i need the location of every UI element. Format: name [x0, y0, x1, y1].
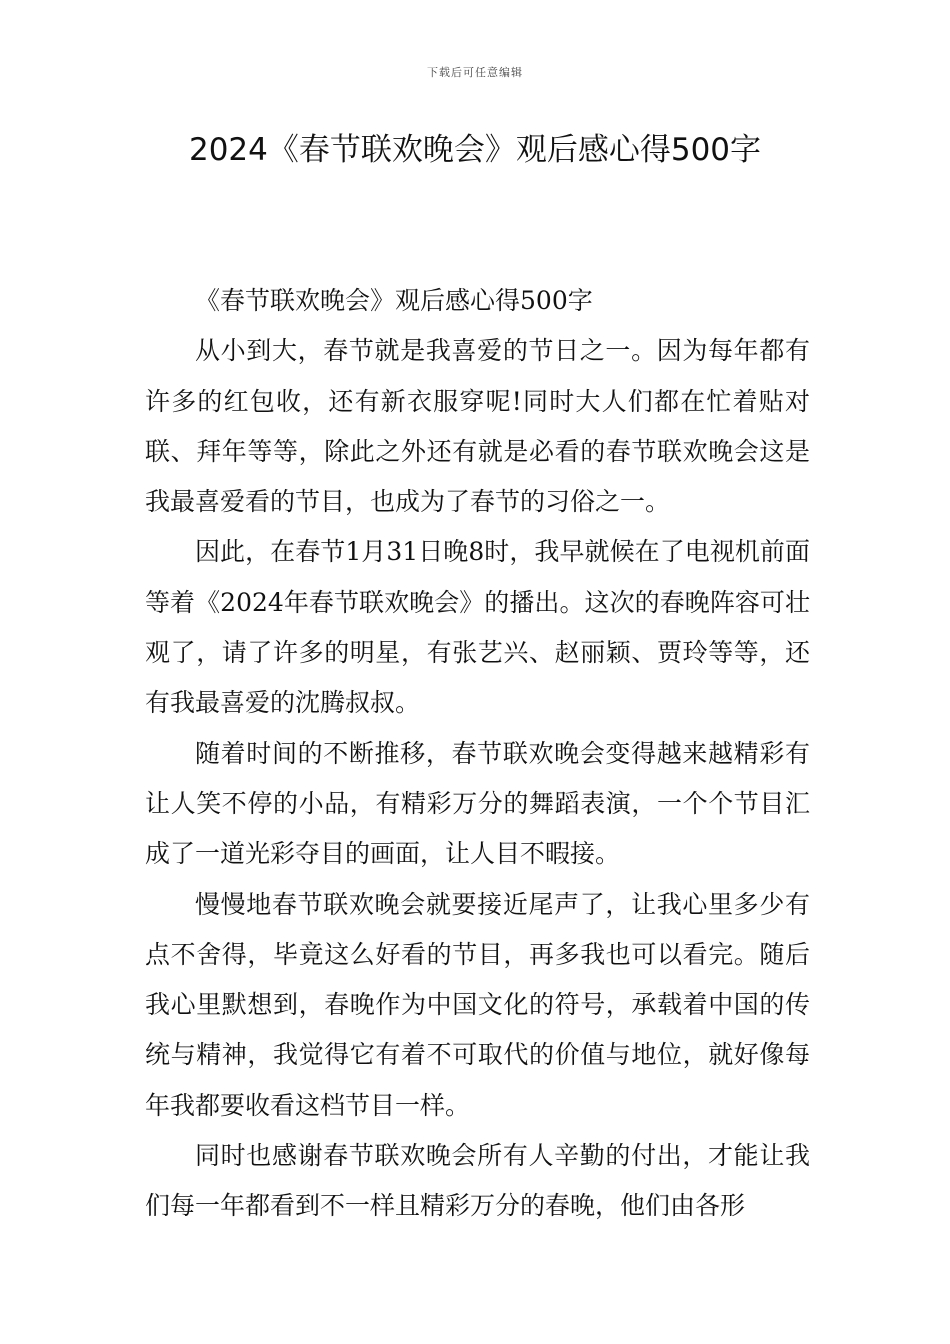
header-note: 下载后可任意编辑	[427, 66, 523, 79]
document-body	[145, 276, 810, 1232]
paragraph-subtitle: 《春节联欢晚会》观后感心得500字	[195, 286, 593, 315]
document-title: 2024《春节联欢晚会》观后感心得500字	[188, 132, 762, 168]
paragraph: 从小到大，春节就是我喜爱的节日之一。因为每年都有许多的红包收，还有新衣服穿呢!同时大人们都在忙着贴对联、拜年等等，除此之外还有就是必看的春节联欢晚会这是我最喜爱看的节目，也成为了春节的习俗之一。	[145, 336, 810, 517]
paragraph: 随着时间的不断推移，春节联欢晚会变得越来越精彩有让人笑不停的小品，有精彩万分的舞蹈表演，一个个节目汇成了一道光彩夺目的画面，让人目不暇接。	[145, 738, 810, 869]
paragraph: 因此，在春节1月31日晚8时，我早就候在了电视机前面等着《2024年春节联欢晚会》的播出。这次的春晚阵容可壮观了，请了许多的明星，有张艺兴、赵丽颖、贾玲等等，还有我最喜爱的沈腾叔叔。	[145, 537, 810, 718]
paragraph: 同时也感谢春节联欢晚会所有人辛勤的付出，才能让我们每一年都看到不一样且精彩万分的春晚，他们由各形	[145, 1141, 810, 1221]
paragraph: 慢慢地春节联欢晚会就要接近尾声了，让我心里多少有点不舍得，毕竟这么好看的节目，再多我也可以看完。随后我心里默想到，春晚作为中国文化的符号，承载着中国的传统与精神，我觉得它有着不可取代的价值与地位，就好像每年我都要收看这档节目一样。	[145, 889, 810, 1120]
